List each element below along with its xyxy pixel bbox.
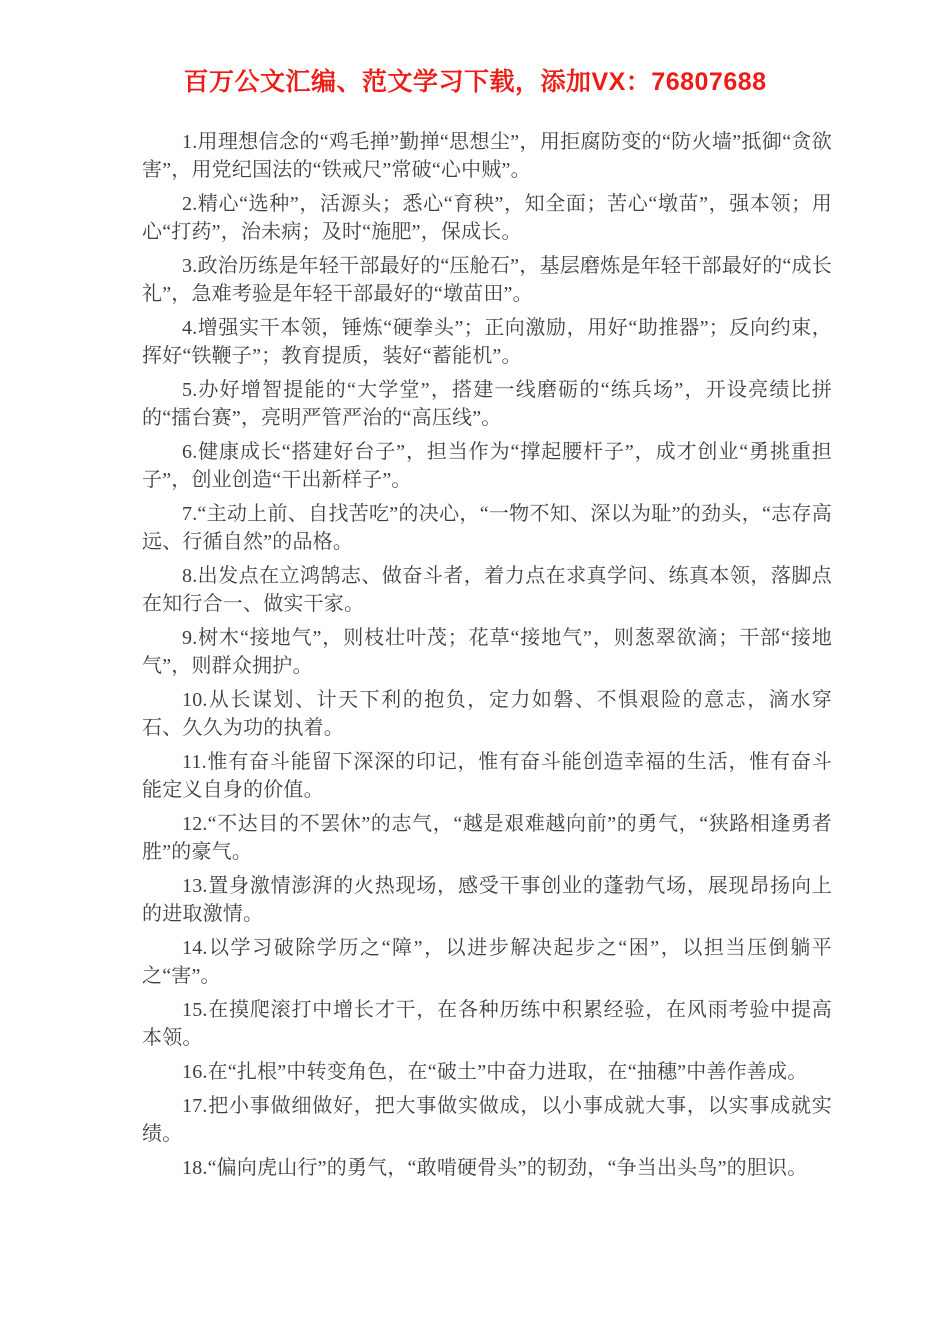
numbered-paragraph: 6.健康成长“搭建好台子”，担当作为“撑起腰杆子”，成才创业“勇挑重担子”，创业创造“干出新样子”。 — [142, 441, 832, 491]
numbered-paragraph: 15.在摸爬滚打中增长才干，在各种历练中积累经验，在风雨考验中提高本领。 — [142, 999, 832, 1049]
numbered-paragraph: 18.“偏向虎山行”的勇气，“敢啃硬骨头”的韧劲，“争当出头鸟”的胆识。 — [182, 1157, 808, 1179]
numbered-paragraph: 11.惟有奋斗能留下深深的印记，惟有奋斗能创造幸福的生活，惟有奋斗能定义自身的价值。 — [142, 751, 832, 801]
promo-header-text: 百万公文汇编、范文学习下载，添加VX：76807688 — [183, 68, 767, 96]
numbered-paragraph: 10.从长谋划、计天下利的抱负，定力如磐、不惧艰险的意志，滴水穿石、久久为功的执着。 — [142, 689, 832, 739]
numbered-paragraph: 3.政治历练是年轻干部最好的“压舱石”，基层磨炼是年轻干部最好的“成长礼”，急难考验是年轻干部最好的“墩苗田”。 — [142, 255, 832, 305]
numbered-paragraph: 1.用理想信念的“鸡毛掸”勤掸“思想尘”，用拒腐防变的“防火墙”抵御“贪欲害”，用党纪国法的“铁戒尺”常破“心中贼”。 — [142, 131, 832, 181]
numbered-paragraph: 8.出发点在立鸿鹄志、做奋斗者，着力点在求真学问、练真本领，落脚点在知行合一、做实干家。 — [142, 565, 832, 615]
numbered-paragraph: 17.把小事做细做好，把大事做实做成，以小事成就大事，以实事成就实绩。 — [142, 1095, 832, 1145]
numbered-paragraph: 9.树木“接地气”，则枝壮叶茂；花草“接地气”，则葱翠欲滴；干部“接地气”，则群众拥护。 — [142, 627, 832, 677]
numbered-paragraph: 16.在“扎根”中转变角色，在“破土”中奋力进取，在“抽穗”中善作善成。 — [182, 1061, 808, 1083]
paragraph-list — [142, 128, 832, 1182]
numbered-paragraph: 5.办好增智提能的“大学堂”，搭建一线磨砺的“练兵场”，开设亮绩比拼的“擂台赛”，亮明严管严治的“高压线”。 — [142, 379, 832, 429]
numbered-paragraph: 13.置身激情澎湃的火热现场，感受干事创业的蓬勃气场，展现昂扬向上的进取激情。 — [142, 875, 832, 925]
numbered-paragraph: 14.以学习破除学历之“障”，以进步解决起步之“困”，以担当压倒躺平之“害”。 — [142, 937, 832, 987]
numbered-paragraph: 2.精心“选种”，活源头；悉心“育秧”，知全面；苦心“墩苗”，强本领；用心“打药”，治未病；及时“施肥”，保成长。 — [142, 193, 832, 243]
numbered-paragraph: 7.“主动上前、自找苦吃”的决心，“一物不知、深以为耻”的劲头，“志存高远、行循自然”的品格。 — [142, 503, 832, 553]
numbered-paragraph: 12.“不达目的不罢休”的志气，“越是艰难越向前”的勇气，“狭路相逢勇者胜”的豪气。 — [142, 813, 832, 863]
numbered-paragraph: 4.增强实干本领，锤炼“硬拳头”；正向激励，用好“助推器”；反向约束，挥好“铁鞭子”；教育提质，装好“蓄能机”。 — [142, 317, 832, 367]
